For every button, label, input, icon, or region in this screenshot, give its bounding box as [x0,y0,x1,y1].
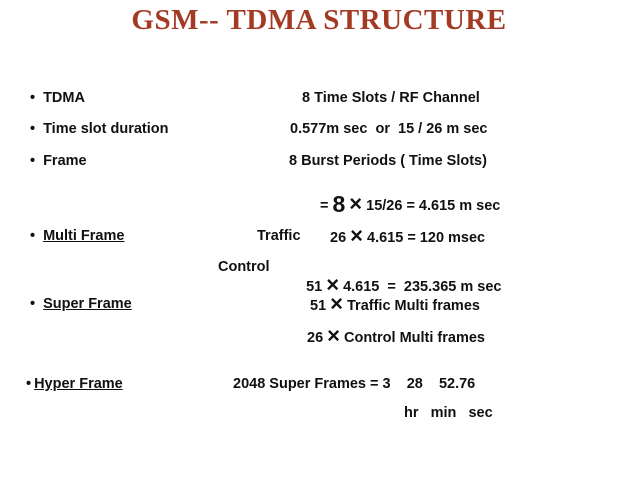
frame-value: 8 Burst Periods ( Time Slots) [289,153,487,169]
multi-traffic-label: Traffic [257,228,301,244]
page-title: GSM-- TDMA STRUCTURE [131,4,507,36]
super-line1-num: 51 [310,298,327,314]
multi-traffic-rest: 4.615 = 120 msec [367,230,486,246]
multi-label-row [30,227,124,245]
tdma-label-row [30,89,85,107]
multiply-icon: × [349,191,363,216]
frame-calc-num: 8 [332,191,346,217]
bullet: • [30,296,36,312]
hyper-value: 2048 Super Frames = 3 28 52.76 [233,376,476,392]
tdma-label: TDMA [43,90,85,106]
super-label: Super Frame [43,296,132,312]
bullet: • [30,90,36,106]
bullet: • [30,228,36,244]
multi-control-num: 51 [306,279,323,295]
tdma-value: 8 Time Slots / RF Channel [302,90,480,106]
hyper-label-row [26,375,123,393]
super-line2-num: 26 [307,330,324,346]
super-line-control [307,323,485,348]
multi-traffic-calc [330,223,486,248]
bullet: • [30,121,36,137]
multi-traffic-num: 26 [330,230,347,246]
bullet: • [26,376,32,392]
multi-label: Multi Frame [43,228,125,244]
multi-control-calc [298,258,502,296]
frame-label-row [30,152,87,170]
frame-calc [320,191,501,217]
hyper-units: hr min sec [404,405,493,421]
multiply-icon: × [327,323,340,348]
super-label-row [30,295,132,313]
slot-label-row [30,120,169,138]
super-line1-rest: Traffic Multi frames [347,298,480,314]
multi-control-label: Control [218,259,270,275]
super-line2-rest: Control Multi frames [344,330,485,346]
multiply-icon: × [326,272,340,297]
frame-calc-eq: = [320,198,329,214]
multiply-icon: × [350,223,363,248]
slot-label: Time slot duration [43,121,169,137]
multi-control-rest: 4.615 = 235.365 m sec [343,279,502,295]
frame-label: Frame [43,153,87,169]
multiply-icon: × [330,291,343,316]
super-line-traffic [310,291,480,316]
bullet: • [30,153,36,169]
slot-value: 0.577m sec or 15 / 26 m sec [290,121,488,137]
hyper-label: Hyper Frame [34,376,123,392]
frame-calc-rest: 15/26 = 4.615 m sec [366,198,501,214]
